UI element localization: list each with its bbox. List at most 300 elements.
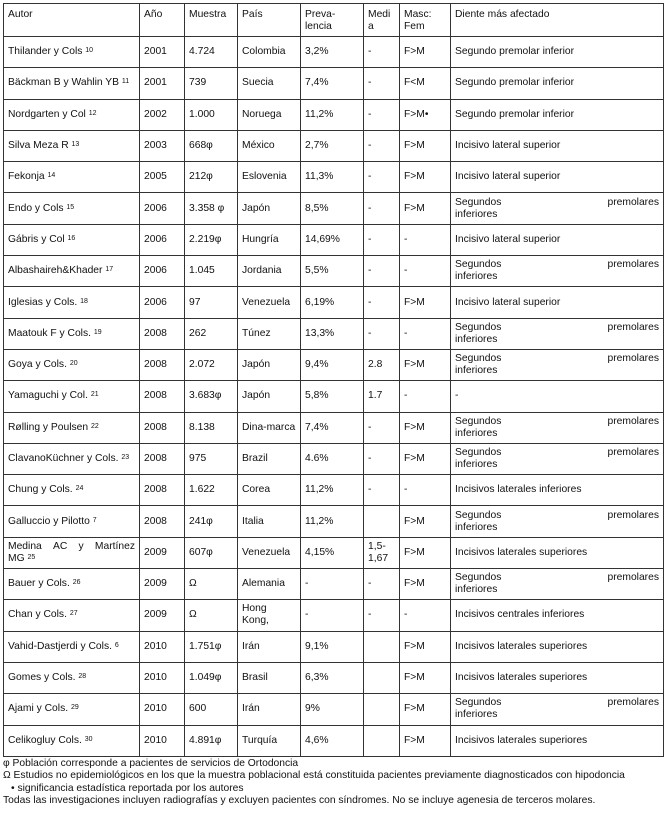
cell-masc-fem: F>M [400, 631, 451, 662]
cell-diente: Incisivos laterales superiores [451, 631, 664, 662]
cell-anio: 2010 [140, 662, 185, 693]
cell-autor [4, 662, 140, 693]
cell-autor [4, 287, 140, 318]
table-row [4, 193, 664, 224]
diente-word: Segundos [455, 321, 502, 333]
author-name: Bauer y Cols. [8, 578, 70, 590]
cell-pais: Alemania [238, 569, 301, 600]
diente-word: premolares [607, 415, 659, 427]
cell-autor [4, 475, 140, 506]
cell-muestra: 607φ [185, 537, 238, 568]
cell-prevalencia: 2,7% [301, 130, 364, 161]
cell-prevalencia: 3,2% [301, 37, 364, 68]
cell-autor [4, 256, 140, 287]
cell-muestra: 8.138 [185, 412, 238, 443]
cell-media [364, 694, 400, 725]
cell-diente: Incisivos centrales inferiores [451, 600, 664, 631]
cell-media [364, 506, 400, 537]
table-notes [3, 757, 664, 808]
cell-pais: Hungría [238, 224, 301, 255]
media-line: 1,67 [368, 552, 389, 564]
header-masc-fem: Masc: Fem [400, 4, 451, 37]
cell-diente: Segundo premolar inferior [451, 37, 664, 68]
cell-muestra: 1.049φ [185, 662, 238, 693]
reference-number: 19 [93, 328, 102, 336]
cell-diente [451, 569, 664, 600]
cell-media: 2.8 [364, 349, 400, 380]
cell-muestra: 739 [185, 68, 238, 99]
cell-prevalencia: 6,3% [301, 662, 364, 693]
cell-media: - [364, 99, 400, 130]
cell-diente: Incisivo lateral superior [451, 287, 664, 318]
cell-masc-fem: - [400, 224, 451, 255]
cell-media [364, 662, 400, 693]
header-row [4, 4, 664, 37]
cell-diente [451, 443, 664, 474]
author-name: Goya y Cols. [8, 359, 67, 371]
cell-muestra: 600 [185, 694, 238, 725]
cell-masc-fem: F>M [400, 37, 451, 68]
cell-masc-fem: F>M [400, 130, 451, 161]
cell-prevalencia: 11,2% [301, 99, 364, 130]
cell-anio: 2009 [140, 537, 185, 568]
diente-word: premolares [607, 321, 659, 333]
diente-word: inferiores [455, 427, 498, 439]
reference-number: 25 [27, 553, 36, 561]
cell-pais: Hong Kong, [238, 600, 301, 631]
cell-masc-fem: F>M [400, 193, 451, 224]
cell-media [364, 537, 400, 568]
cell-media: - [364, 443, 400, 474]
cell-anio: 2001 [140, 68, 185, 99]
cell-masc-fem: F>M [400, 506, 451, 537]
reference-number: 18 [80, 297, 88, 305]
cell-diente [451, 318, 664, 349]
author-name: Albashaireh&Khader [8, 265, 103, 277]
cell-media: - [364, 600, 400, 631]
note-significancia: • significancia estadística reportada por los autores [11, 782, 244, 794]
cell-diente [451, 412, 664, 443]
cell-autor [4, 725, 140, 756]
author-name: Ajami y Cols. [8, 703, 69, 715]
cell-pais: Irán [238, 694, 301, 725]
cell-anio: 2008 [140, 443, 185, 474]
table-row [4, 412, 664, 443]
cell-pais: Colombia [238, 37, 301, 68]
cell-media: - [364, 37, 400, 68]
diente-word: inferiores [455, 333, 498, 345]
table-row [4, 537, 664, 568]
reference-number: 12 [88, 109, 97, 117]
cell-media: - [364, 224, 400, 255]
reference-number: 6 [114, 641, 119, 649]
cell-autor [4, 37, 140, 68]
reference-number: 15 [66, 203, 75, 211]
reference-number: 22 [91, 422, 99, 430]
cell-masc-fem: F>M [400, 662, 451, 693]
cell-prevalencia: 13,3% [301, 318, 364, 349]
table-row [4, 287, 664, 318]
author-name: Gábris y Col [8, 233, 65, 245]
cell-pais: Corea [238, 475, 301, 506]
cell-pais: Japón [238, 193, 301, 224]
author-word: Martínez [94, 540, 135, 552]
cell-masc-fem: - [400, 600, 451, 631]
cell-anio: 2010 [140, 631, 185, 662]
reference-number: 13 [71, 141, 80, 149]
cell-prevalencia: 14,69% [301, 224, 364, 255]
cell-muestra: 2.219φ [185, 224, 238, 255]
cell-media: - [364, 569, 400, 600]
cell-masc-fem: F>M [400, 537, 451, 568]
author-word: MG [8, 552, 25, 564]
diente-word: Segundos [455, 353, 502, 365]
cell-media: - [364, 412, 400, 443]
author-word: AC [53, 540, 68, 552]
cell-muestra: 1.751φ [185, 631, 238, 662]
cell-muestra: 97 [185, 287, 238, 318]
cell-pais: Venezuela [238, 287, 301, 318]
cell-anio: 2009 [140, 569, 185, 600]
note-omega: Ω Estudios no epidemiológicos en los que la muestra poblacional está constituida pacientes previamente diagnosticados con hipodoncia [3, 770, 625, 782]
header-media: Medi a [364, 4, 400, 37]
cell-anio: 2001 [140, 37, 185, 68]
table-row [4, 694, 664, 725]
table-row [4, 37, 664, 68]
diente-word: Segundos [455, 259, 502, 271]
cell-autor [4, 537, 140, 568]
cell-prevalencia: 9,4% [301, 349, 364, 380]
cell-pais: Turquía [238, 725, 301, 756]
diente-word: Segundos [455, 697, 502, 709]
cell-prevalencia: 9% [301, 694, 364, 725]
cell-prevalencia: 9,1% [301, 631, 364, 662]
cell-pais: Jordania [238, 256, 301, 287]
cell-media: - [364, 475, 400, 506]
author-name: Iglesias y Cols. [8, 296, 78, 308]
cell-muestra: 1.045 [185, 256, 238, 287]
cell-muestra: Ω [185, 569, 238, 600]
cell-masc-fem: F>M [400, 412, 451, 443]
cell-anio: 2005 [140, 162, 185, 193]
cell-anio: 2010 [140, 694, 185, 725]
note-ortodoncia: φ Población corresponde a pacientes de servicios de Ortodoncia [3, 757, 299, 769]
cell-pais: Japón [238, 349, 301, 380]
author-name: Vahid-Dastjerdi y Cols. [8, 640, 112, 652]
cell-pais: Brazil [238, 443, 301, 474]
table-row [4, 224, 664, 255]
author-name: Chung y Cols. [8, 484, 73, 496]
cell-pais: Brasil [238, 662, 301, 693]
reference-number: 28 [78, 673, 87, 681]
cell-prevalencia: 5,5% [301, 256, 364, 287]
table-body [4, 37, 664, 757]
table-row [4, 130, 664, 161]
note-general: Todas las investigaciones incluyen radiografías y excluyen pacientes con síndromes. No se incluye agenesia de terceros molares. [3, 795, 596, 807]
cell-anio: 2008 [140, 349, 185, 380]
cell-masc-fem: - [400, 381, 451, 412]
cell-media: - [364, 162, 400, 193]
cell-diente [451, 193, 664, 224]
header-autor: Autor [4, 4, 140, 37]
header-pais: País [238, 4, 301, 37]
cell-diente: Incisivos laterales superiores [451, 662, 664, 693]
cell-diente: Incisivo lateral superior [451, 130, 664, 161]
cell-media [364, 631, 400, 662]
cell-prevalencia: - [301, 569, 364, 600]
cell-muestra: 3.683φ [185, 381, 238, 412]
cell-prevalencia: 4,6% [301, 725, 364, 756]
reference-number: 29 [70, 704, 79, 712]
author-name: Chan y Cols. [8, 609, 67, 621]
author-name: Endo y Cols [8, 202, 64, 214]
cell-anio: 2009 [140, 600, 185, 631]
table-row [4, 475, 664, 506]
table-row [4, 381, 664, 412]
table-row [4, 162, 664, 193]
cell-pais: México [238, 130, 301, 161]
diente-word: inferiores [455, 709, 498, 721]
header-muestra: Muestra [185, 4, 238, 37]
cell-anio: 2006 [140, 287, 185, 318]
cell-pais: Irán [238, 631, 301, 662]
header-anio: Año [140, 4, 185, 37]
cell-pais: Túnez [238, 318, 301, 349]
cell-muestra: 3.358 φ [185, 193, 238, 224]
cell-pais: Suecia [238, 68, 301, 99]
cell-anio: 2006 [140, 224, 185, 255]
cell-diente: Segundo premolar inferior [451, 99, 664, 130]
author-word: Medina [8, 540, 42, 552]
diente-word: premolares [607, 572, 659, 584]
cell-prevalencia: 6,19% [301, 287, 364, 318]
cell-autor [4, 600, 140, 631]
diente-word: Segundos [455, 509, 502, 521]
cell-prevalencia: 7,4% [301, 68, 364, 99]
cell-muestra: 4.891φ [185, 725, 238, 756]
cell-prevalencia: 11,2% [301, 475, 364, 506]
hipodoncia-table [3, 3, 664, 757]
author-name: Bäckman B y Wahlin YB [8, 77, 120, 89]
author-name: ClavanoKüchner y Cols. [8, 453, 119, 464]
author-name: Celikogluy Cols. [8, 734, 82, 746]
cell-diente [451, 694, 664, 725]
cell-muestra: 668φ [185, 130, 238, 161]
table-row [4, 68, 664, 99]
reference-number: 27 [69, 610, 78, 618]
cell-diente: Incisivos laterales superiores [451, 537, 664, 568]
author-name: Silva Meza R [8, 140, 69, 152]
cell-anio: 2008 [140, 412, 185, 443]
cell-anio: 2002 [140, 99, 185, 130]
diente-word: Segundos [455, 196, 502, 208]
diente-word: Segundos [455, 415, 502, 427]
diente-word: inferiores [455, 208, 498, 220]
cell-masc-fem: F>M [400, 287, 451, 318]
cell-diente [451, 349, 664, 380]
reference-number: 20 [69, 360, 78, 368]
cell-muestra: 1.000 [185, 99, 238, 130]
table-row [4, 662, 664, 693]
author-name: Rølling y Poulsen [8, 421, 89, 433]
cell-masc-fem: F>M [400, 162, 451, 193]
cell-autor [4, 412, 140, 443]
reference-number: 17 [105, 266, 114, 274]
cell-pais: Noruega [238, 99, 301, 130]
cell-pais: Venezuela [238, 537, 301, 568]
cell-prevalencia: - [301, 600, 364, 631]
media-line: 1,5- [368, 540, 386, 552]
cell-muestra: 4.724 [185, 37, 238, 68]
reference-number: 26 [72, 579, 81, 587]
cell-muestra: 975 [185, 443, 238, 474]
header-prevalencia: Preva- lencia [301, 4, 364, 37]
table-row [4, 506, 664, 537]
diente-word: inferiores [455, 365, 498, 377]
cell-autor [4, 631, 140, 662]
cell-prevalencia: 11,3% [301, 162, 364, 193]
diente-word: inferiores [455, 521, 498, 533]
cell-prevalencia: 8,5% [301, 193, 364, 224]
cell-prevalencia: 7,4% [301, 412, 364, 443]
cell-anio: 2008 [140, 381, 185, 412]
author-name: Thilander y Cols [8, 46, 83, 58]
document [3, 3, 664, 807]
cell-prevalencia: 11,2% [301, 506, 364, 537]
cell-pais: Eslovenia [238, 162, 301, 193]
cell-anio: 2008 [140, 475, 185, 506]
table-row [4, 631, 664, 662]
cell-masc-fem: F>M [400, 725, 451, 756]
cell-media [364, 725, 400, 756]
cell-diente: Incisivos laterales superiores [451, 725, 664, 756]
diente-word: premolares [607, 196, 659, 208]
cell-autor [4, 506, 140, 537]
cell-muestra: 1.622 [185, 475, 238, 506]
reference-number: 24 [75, 485, 84, 493]
cell-anio: 2010 [140, 725, 185, 756]
reference-number: 14 [47, 172, 56, 180]
cell-prevalencia: 4.6% [301, 443, 364, 474]
cell-masc-fem: F>M [400, 694, 451, 725]
cell-media: - [364, 193, 400, 224]
cell-media: - [364, 68, 400, 99]
author-name: Yamaguchi y Col. [8, 390, 88, 402]
author-name: Fekonja [8, 171, 45, 183]
author-name: Galluccio y Pilotto [8, 515, 90, 527]
cell-masc-fem: - [400, 256, 451, 287]
cell-muestra: 212φ [185, 162, 238, 193]
cell-diente: Incisivos laterales inferiores [451, 475, 664, 506]
table-row [4, 600, 664, 631]
cell-media: - [364, 256, 400, 287]
cell-muestra: Ω [185, 600, 238, 631]
cell-autor [4, 224, 140, 255]
cell-autor [4, 694, 140, 725]
cell-muestra: 241φ [185, 506, 238, 537]
cell-autor [4, 99, 140, 130]
cell-masc-fem: - [400, 475, 451, 506]
reference-number: 10 [85, 47, 94, 55]
table-row [4, 349, 664, 380]
cell-anio: 2008 [140, 506, 185, 537]
cell-anio: 2006 [140, 193, 185, 224]
cell-diente: Incisivo lateral superior [451, 162, 664, 193]
table-row [4, 725, 664, 756]
diente-word: inferiores [455, 459, 498, 470]
diente-word: Segundos [455, 572, 502, 584]
author-word: y [78, 540, 84, 552]
table-row [4, 443, 664, 474]
cell-pais: Italia [238, 506, 301, 537]
cell-anio: 2008 [140, 318, 185, 349]
table-row [4, 99, 664, 130]
cell-diente: Incisivo lateral superior [451, 224, 664, 255]
author-name: Gomes y Cols. [8, 672, 76, 684]
diente-word: Segundos [455, 447, 502, 458]
table-header [4, 4, 664, 37]
cell-media: - [364, 130, 400, 161]
reference-number: 11 [121, 78, 130, 86]
cell-autor [4, 569, 140, 600]
cell-anio: 2006 [140, 256, 185, 287]
cell-autor [4, 130, 140, 161]
cell-prevalencia: 5,8% [301, 381, 364, 412]
cell-masc-fem: F<M [400, 68, 451, 99]
cell-diente: Segundo premolar inferior [451, 68, 664, 99]
cell-autor [4, 381, 140, 412]
cell-muestra: 2.072 [185, 349, 238, 380]
cell-autor [4, 68, 140, 99]
cell-prevalencia: 4,15% [301, 537, 364, 568]
table-row [4, 256, 664, 287]
cell-pais: Japón [238, 381, 301, 412]
cell-masc-fem: F>M [400, 569, 451, 600]
diente-word: premolares [607, 259, 659, 271]
diente-word: premolares [607, 447, 659, 458]
cell-media: - [364, 318, 400, 349]
reference-number: 16 [67, 234, 76, 242]
cell-muestra: 262 [185, 318, 238, 349]
cell-media: 1.7 [364, 381, 400, 412]
cell-masc-fem: F>M [400, 349, 451, 380]
cell-autor [4, 443, 140, 474]
cell-diente: - [451, 381, 664, 412]
cell-autor [4, 193, 140, 224]
cell-masc-fem: - [400, 318, 451, 349]
cell-autor [4, 162, 140, 193]
reference-number: 23 [121, 454, 130, 461]
author-name: Maatouk F y Cols. [8, 327, 91, 339]
author-name: Nordgarten y Col [8, 108, 86, 120]
table-row [4, 569, 664, 600]
header-diente: Diente más afectado [451, 4, 664, 37]
reference-number: 30 [84, 735, 93, 743]
cell-autor [4, 318, 140, 349]
cell-autor [4, 349, 140, 380]
cell-masc-fem: F>M [400, 443, 451, 474]
diente-word: premolares [607, 697, 659, 709]
diente-word: inferiores [455, 584, 498, 596]
diente-word: premolares [607, 509, 659, 521]
cell-media: - [364, 287, 400, 318]
reference-number: 21 [90, 391, 99, 399]
cell-diente [451, 256, 664, 287]
reference-number: 7 [92, 516, 97, 524]
diente-word: premolares [607, 353, 659, 365]
cell-masc-fem: F>M• [400, 99, 451, 130]
cell-pais: Dina-marca [238, 412, 301, 443]
